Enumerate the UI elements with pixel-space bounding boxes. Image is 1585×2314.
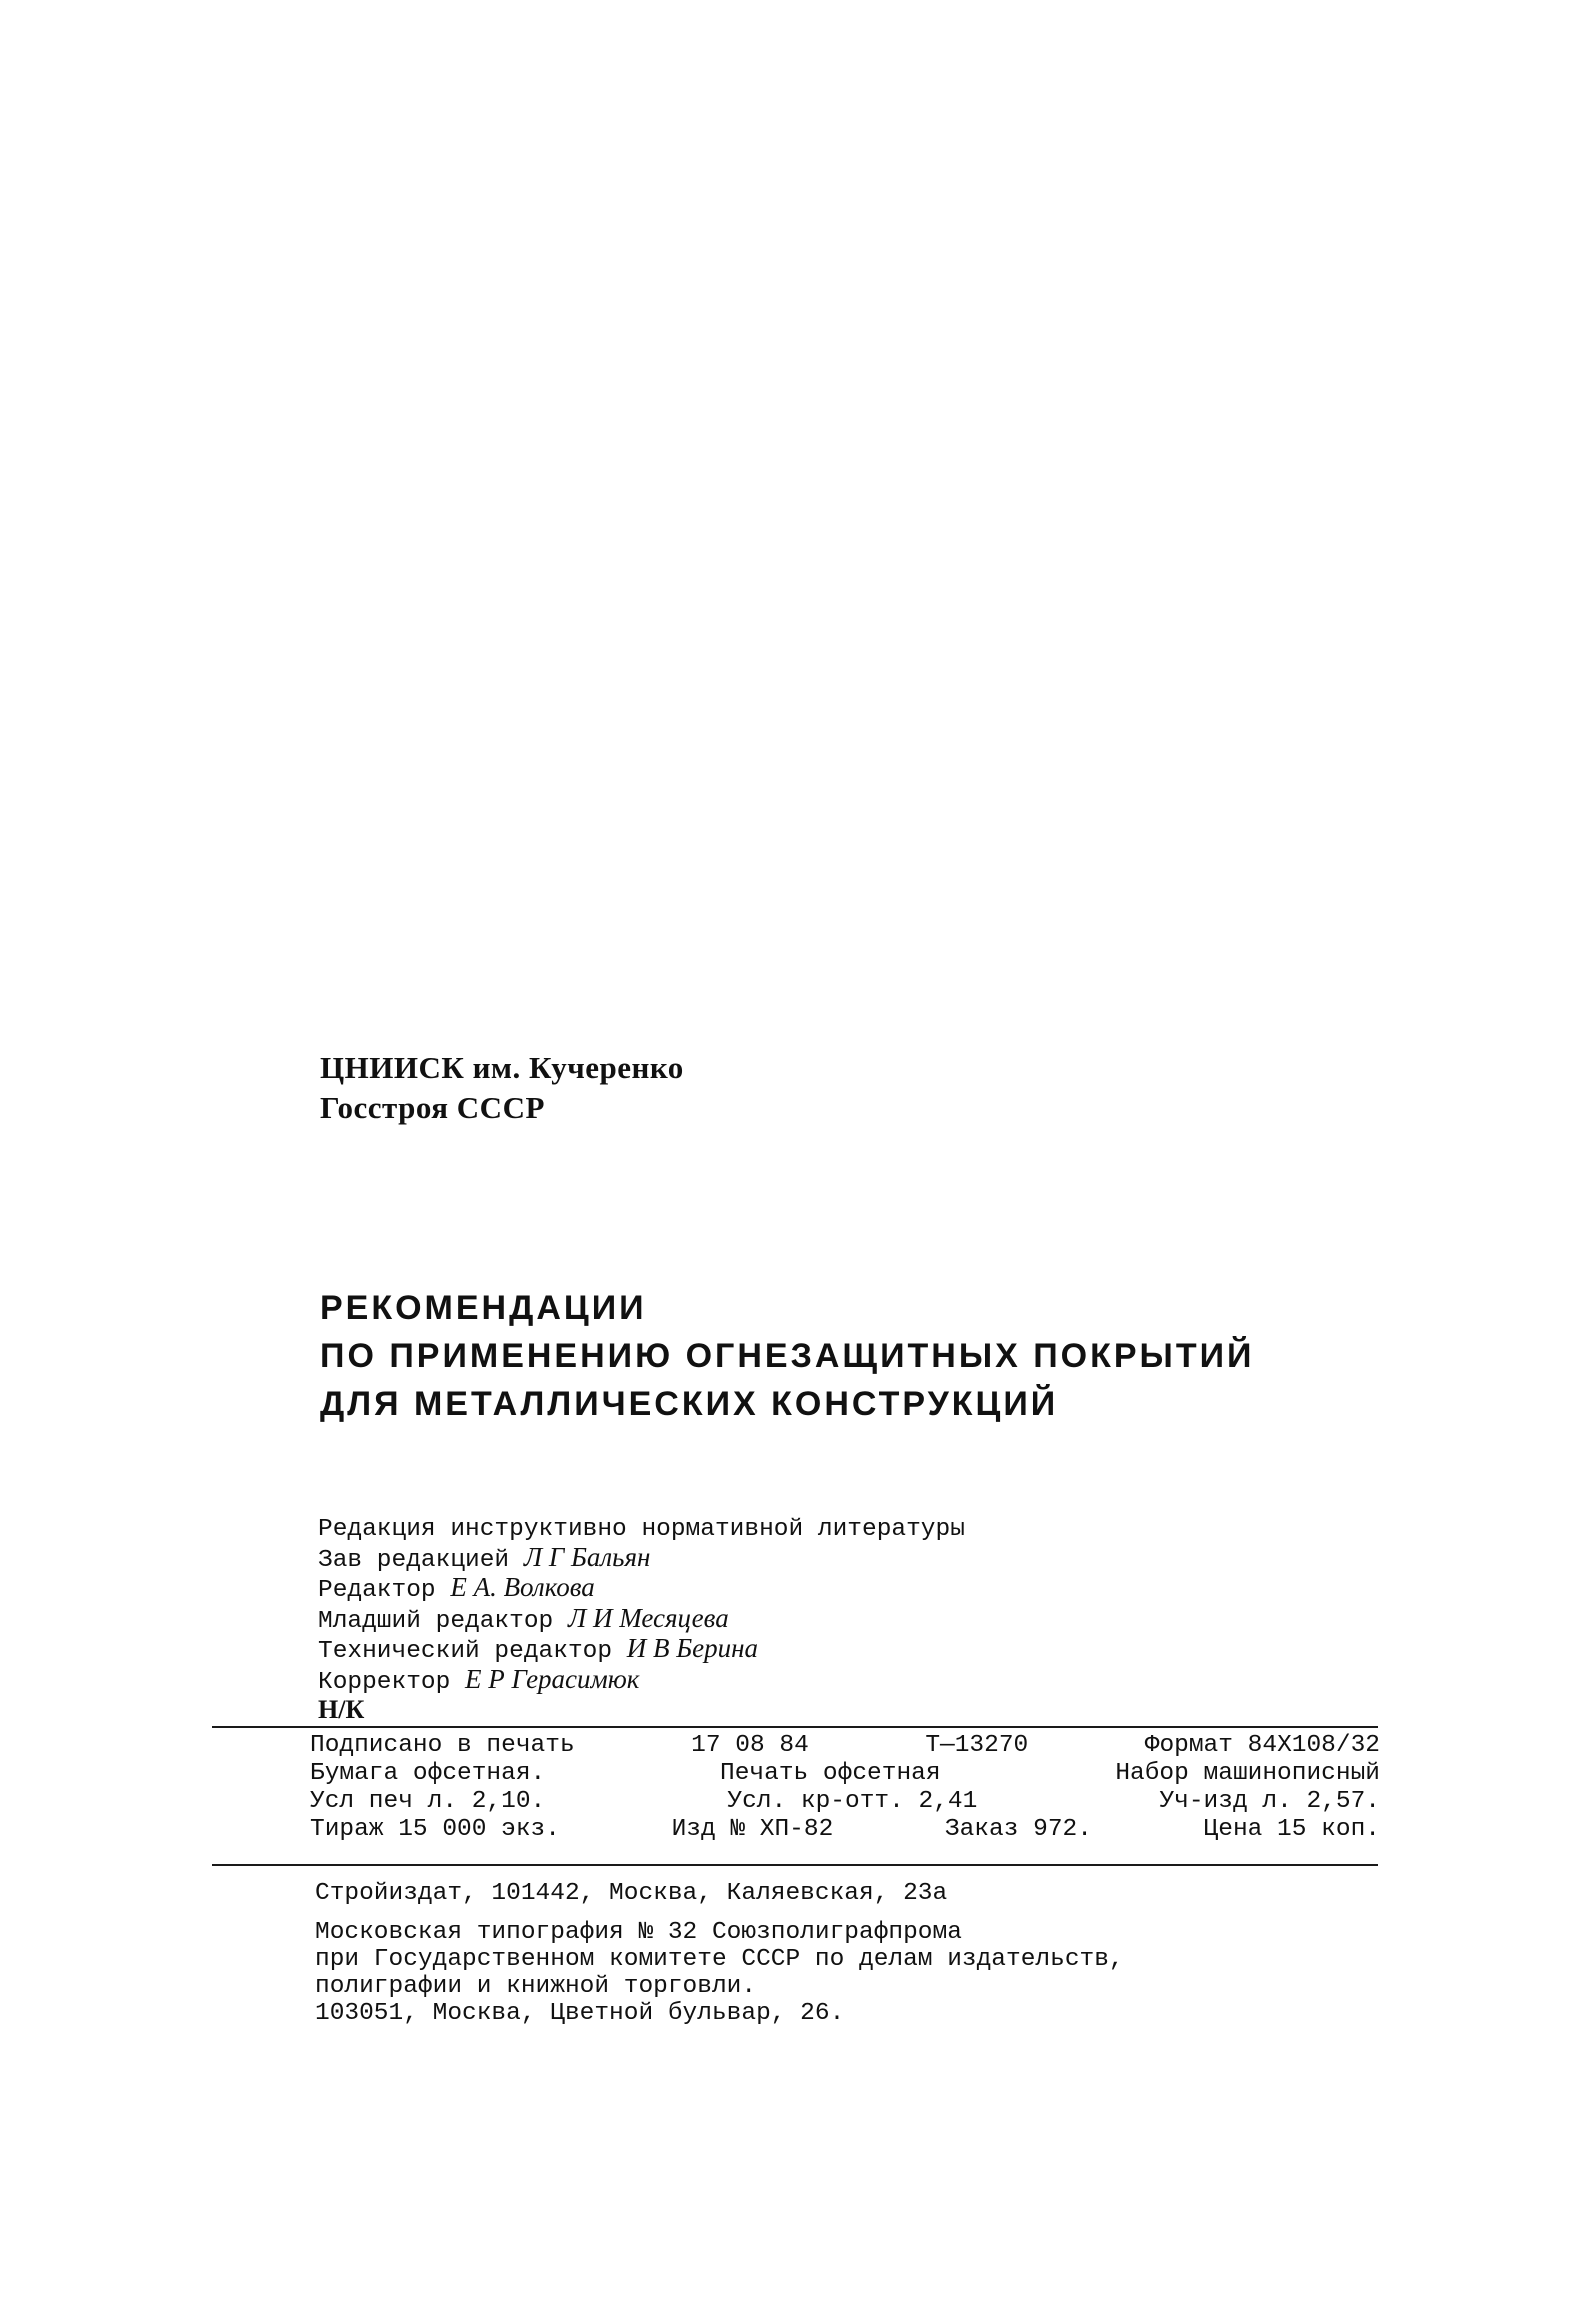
imprint-row: [310, 1732, 1380, 1760]
institution-name: ЦНИИСК им. Кучеренко: [320, 1050, 684, 1085]
credit-tech-editor: [318, 1635, 965, 1666]
institution-affiliation: Госстроя СССР: [320, 1090, 545, 1125]
imprint-cell: Печать офсетная: [720, 1760, 941, 1787]
imprint-cell: Подписано в печать: [310, 1732, 575, 1759]
editorial-office: Редакция инструктивно нормативной литературы: [318, 1516, 965, 1543]
credit-editor: [318, 1574, 965, 1605]
printer-line: при Государственном комитете СССР по делам издательств,: [315, 1946, 1124, 1973]
printer-line: Московская типография № 32 Союзполиграфпрома: [315, 1919, 962, 1946]
imprint-row: [310, 1788, 1380, 1816]
credit-label: Младший редактор: [318, 1607, 554, 1635]
credit-label: Технический редактор: [318, 1638, 613, 1665]
imprint-row: [310, 1816, 1380, 1844]
imprint-cell: Изд № ХП-82: [671, 1816, 834, 1843]
credit-name: Е Р Герасимюк: [465, 1663, 640, 1694]
divider-bottom: [212, 1864, 1378, 1866]
credit-name: Л Г Бальян: [523, 1541, 651, 1572]
imprint-cell: Формат 84Х108/32: [1144, 1732, 1380, 1759]
credit-name: И В Берина: [626, 1633, 759, 1663]
imprint-cell: Цена 15 коп.: [1203, 1816, 1380, 1843]
imprint-cell: Набор машинописный: [1115, 1760, 1380, 1787]
imprint-cell: Усл печ л. 2,10.: [310, 1788, 546, 1815]
publisher-block: [315, 1880, 1124, 2027]
imprint-cell: Тираж 15 000 экз.: [310, 1816, 560, 1843]
institution-block: [320, 1048, 684, 1128]
title-line-1: РЕКОМЕНДАЦИИ: [320, 1289, 647, 1327]
imprint-cell: Т—13270: [925, 1732, 1029, 1759]
printer-address: 103051, Москва, Цветной бульвар, 26.: [315, 2000, 845, 2027]
imprint-cell: 17 08 84: [691, 1732, 809, 1759]
title-line-2: ПО ПРИМЕНЕНИЮ ОГНЕЗАЩИТНЫХ ПОКРЫТИЙ: [320, 1337, 1255, 1375]
imprint-cell: Заказ 972.: [944, 1816, 1092, 1843]
credit-junior-editor: [318, 1602, 965, 1636]
editorial-credits: [318, 1516, 965, 1724]
credit-proofreader: [318, 1663, 965, 1697]
imprint-cell: Уч-изд л. 2,57.: [1159, 1788, 1380, 1815]
credit-label: Редактор: [318, 1577, 436, 1604]
title-line-3: ДЛЯ МЕТАЛЛИЧЕСКИХ КОНСТРУКЦИЙ: [320, 1385, 1059, 1423]
imprint-row: [310, 1760, 1380, 1788]
credit-head-editor: [318, 1541, 965, 1575]
credit-name: Л И Месяцева: [567, 1602, 729, 1633]
credit-name: Е А. Волкова: [450, 1572, 595, 1602]
credit-label: Корректор: [318, 1668, 451, 1696]
imprint-cell: Бумага офсетная.: [310, 1760, 546, 1787]
imprint-block: [310, 1732, 1380, 1844]
imprint-cell: Усл. кр-отт. 2,41: [727, 1788, 978, 1815]
document-title: [320, 1284, 1254, 1428]
printer-line: полиграфии и книжной торговли.: [315, 1973, 757, 2000]
divider-top: [212, 1726, 1378, 1728]
publisher-address: Стройиздат, 101442, Москва, Каляевская, 23а: [315, 1880, 948, 1907]
credit-label: Зав редакцией: [318, 1546, 510, 1574]
credit-mark: Н/К: [318, 1695, 365, 1724]
